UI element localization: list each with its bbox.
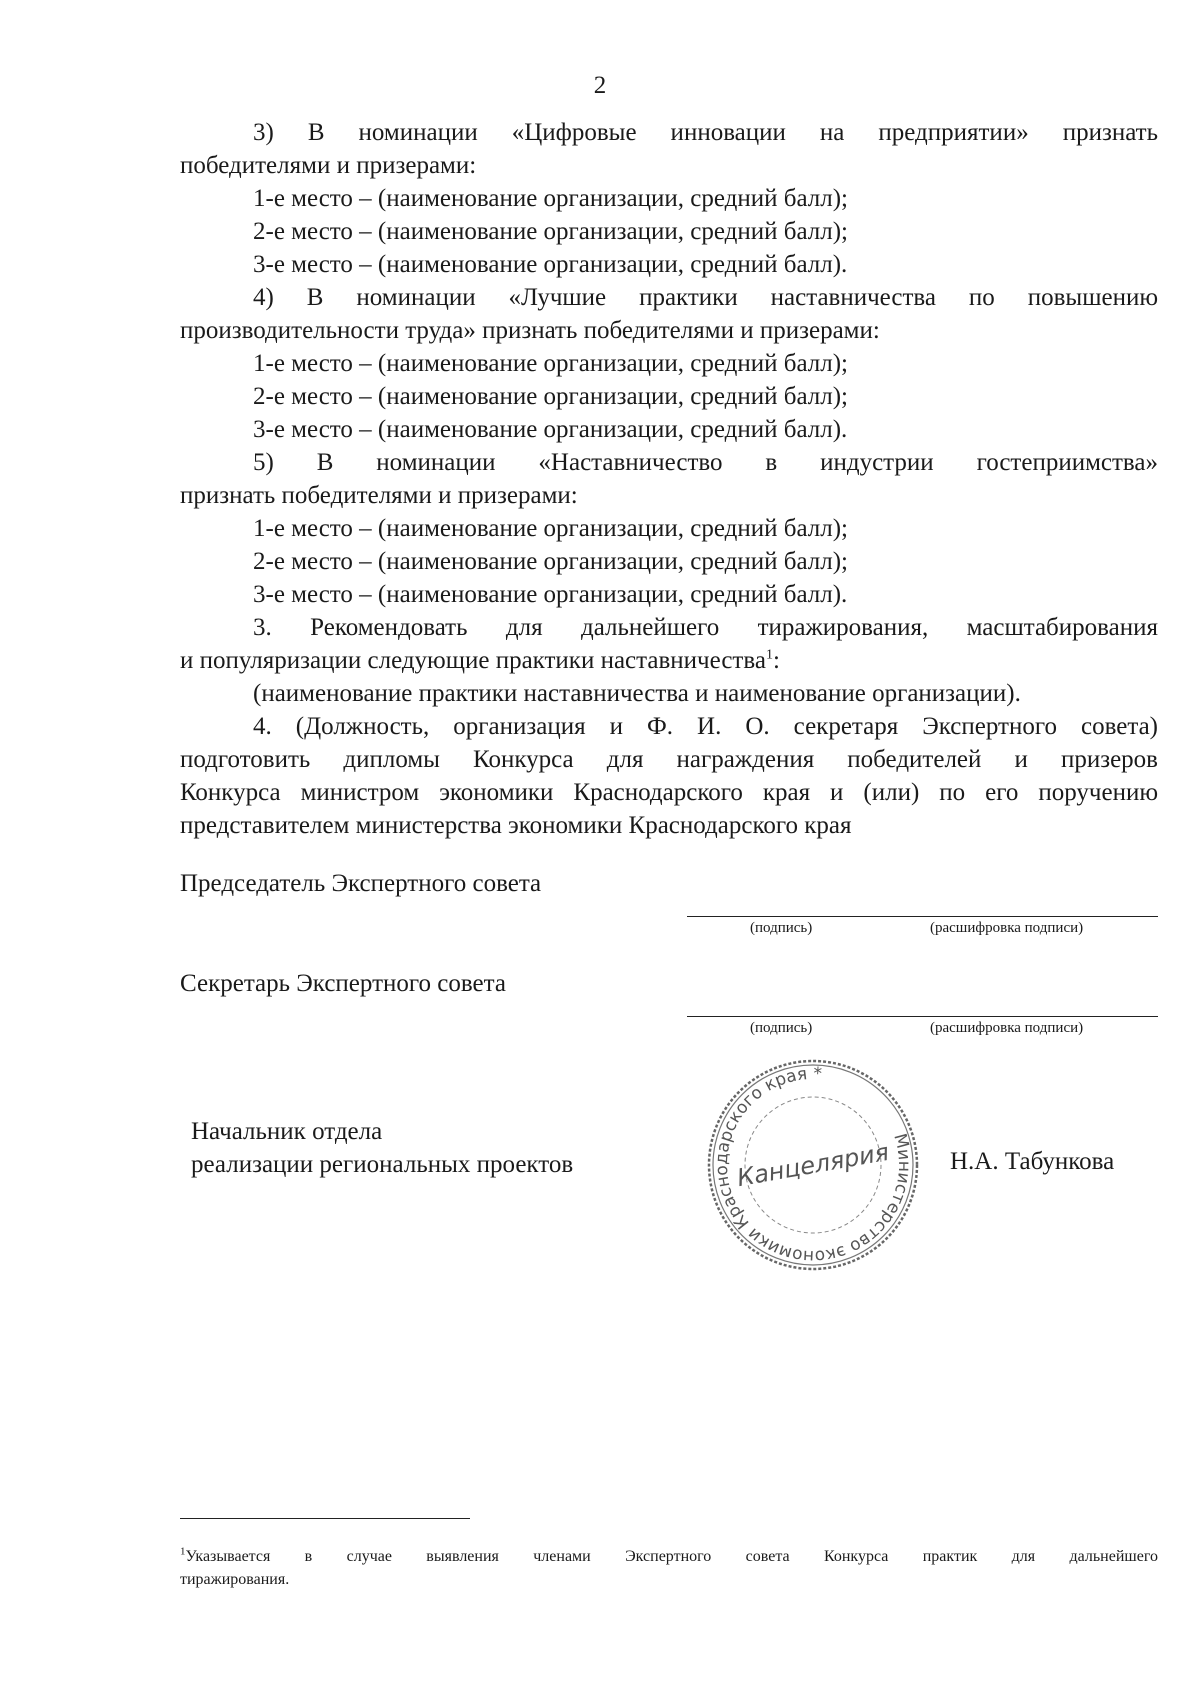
footnote-separator	[180, 1518, 470, 1519]
footnote-marker: 1	[765, 647, 773, 663]
place-2: 2-е место – (наименование организации, средний балл);	[253, 383, 848, 410]
page-number: 2	[593, 72, 607, 99]
paragraph-4-line-2: производительности труда» признать победителями и призерами:	[180, 317, 880, 344]
paragraph-3-line-1: 3) В номинации «Цифровые инновации на предприятии» признать	[253, 119, 1158, 146]
stamp-outer-text-path: Министерство экономики Краснодарского края *	[711, 1063, 915, 1267]
place-3: 3-е место – (наименование организации, средний балл).	[253, 416, 848, 443]
paragraph-5-line-1: 5) В номинации «Наставничество в индустрии гостеприимства»	[253, 449, 1158, 476]
footnote-line-2: тиражирования.	[180, 1571, 290, 1588]
office-stamp	[703, 1055, 923, 1275]
place-1: 1-е место – (наименование организации, средний балл);	[253, 185, 848, 212]
place-2: 2-е место – (наименование организации, средний балл);	[253, 548, 848, 575]
paragraph-4-line-1: 4) В номинации «Лучшие практики наставничества по повышению	[253, 284, 1158, 311]
head-name: Н.А. Табункова	[950, 1148, 1115, 1175]
item-4-line-4: представителем министерства экономики Краснодарского края	[180, 812, 852, 839]
chairman-decoding-caption: (расшифровка подписи)	[930, 920, 1084, 936]
document-body	[180, 116, 1158, 842]
place-1: 1-е место – (наименование организации, средний балл);	[253, 515, 848, 542]
item-4-line-1: 4. (Должность, организация и Ф. И. О. секретаря Экспертного совета)	[253, 713, 1158, 740]
paragraph-3-line-2: победителями и призерами:	[180, 152, 477, 179]
secretary-label: Секретарь Экспертного совета	[180, 970, 506, 997]
item-4-line-3: Конкурса министром экономики Краснодарского края и (или) по его поручению	[180, 779, 1158, 806]
secretary-signature-caption: (подпись)	[750, 1020, 813, 1036]
item-3-line-3: (наименование практики наставничества и наименование организации).	[253, 680, 1021, 707]
chairman-signature-line	[687, 916, 1158, 917]
footnote	[180, 1545, 1158, 1591]
stamp-center-text: Канцелярия	[734, 1137, 892, 1193]
place-2: 2-е место – (наименование организации, средний балл);	[253, 218, 848, 245]
item-3-line-1: 3. Рекомендовать для дальнейшего тиражирования, масштабирования	[253, 614, 1158, 641]
head-position-line-2: реализации региональных проектов	[191, 1151, 574, 1178]
item-3-line-2-end: :	[772, 647, 780, 674]
secretary-decoding-caption: (расшифровка подписи)	[930, 1020, 1084, 1036]
footnote-line-1-text: Указывается в случае выявления членами Экспертного совета Конкурса практик для дальнейшего	[185, 1548, 1158, 1565]
item-4-line-2: подготовить дипломы Конкурса для награждения победителей и призеров	[180, 746, 1158, 773]
place-3: 3-е место – (наименование организации, средний балл).	[253, 581, 848, 608]
item-3-line-2-text: и популяризации следующие практики наставничества	[180, 647, 766, 674]
head-position	[191, 1115, 573, 1181]
head-position-line-1: Начальник отдела	[191, 1118, 383, 1145]
place-3: 3-е место – (наименование организации, средний балл).	[253, 251, 848, 278]
footnote-line-1	[180, 1545, 1158, 1568]
footnote-number: 1	[180, 1545, 186, 1558]
item-3-line-2	[180, 644, 1158, 677]
secretary-signature-line	[687, 1016, 1158, 1017]
chairman-label: Председатель Экспертного совета	[180, 870, 542, 897]
place-1: 1-е место – (наименование организации, средний балл);	[253, 350, 848, 377]
chairman-signature-caption: (подпись)	[750, 920, 813, 936]
paragraph-5-line-2: признать победителями и призерами:	[180, 482, 578, 509]
